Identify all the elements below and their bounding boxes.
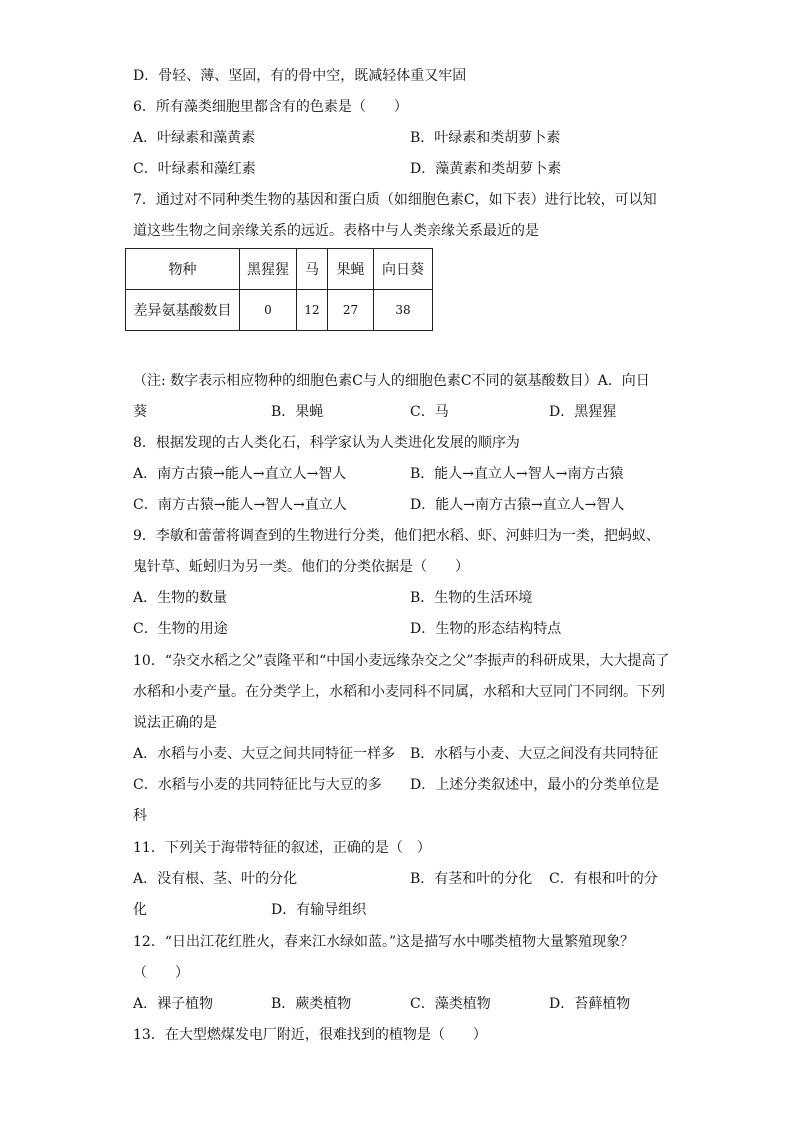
q11-option-b: B．有茎和叶的分化 — [410, 871, 533, 887]
q11-option-c: C．有根和叶的分 — [549, 871, 658, 887]
q8-option-c: C．南方古猿→能人→智人→直立人 — [133, 497, 347, 513]
q10-option-a: A．水稻与小麦、大豆之间共同特征一样多 — [133, 746, 396, 762]
table-header-species: 物种 — [126, 249, 240, 290]
q8-option-a: A．南方古猿→能人→直立人→智人 — [133, 466, 347, 482]
q12-option-b: B．蕨类植物 — [271, 996, 352, 1012]
table-cell-fruitfly: 27 — [328, 290, 374, 331]
q6-option-d: D．藻黄素和类胡萝卜素 — [410, 161, 562, 177]
question-9-stem-line1: 9．李敏和蕾蕾将调查到的生物进行分类，他们把水稻、虾、河蚌归为一类，把蚂蚁、 — [133, 528, 660, 544]
line-q5-d: D．骨轻、薄、坚固，有的骨中空，既减轻体重又牢固 — [133, 68, 467, 84]
question-10-stem-line3: 说法正确的是 — [133, 715, 217, 731]
q6-option-b: B．叶绿素和类胡萝卜素 — [410, 130, 561, 146]
question-11-stem: 11．下列关于海带特征的叙述，正确的是（ ） — [133, 840, 431, 856]
table-header-row — [126, 249, 433, 290]
question-6-stem: 6．所有藻类细胞里都含有的色素是（ ） — [133, 99, 408, 115]
q11-option-a: A．没有根、茎、叶的分化 — [133, 871, 298, 887]
question-9-stem-line2: 鬼针草、蚯蚓归为另一类。他们的分类依据是（ ） — [133, 559, 469, 575]
q7-option-c: C．马 — [410, 404, 449, 420]
question-7-stem-line1: 7．通过对不同种类生物的基因和蛋白质（如细胞色素C，如下表）进行比较，可以知 — [133, 192, 657, 208]
q12-option-a: A．裸子植物 — [133, 996, 214, 1012]
q9-option-a: A．生物的数量 — [133, 590, 228, 606]
question-10-stem-line1: 10．“杂交水稻之父”袁隆平和“中国小麦远缘杂交之父”李振声的科研成果，大大提高了 — [133, 653, 670, 669]
question-7-stem-line2: 道这些生物之间亲缘关系的远近。表格中与人类亲缘关系最近的是 — [133, 223, 539, 239]
q10-option-d-cont: 科 — [133, 808, 147, 824]
table-data-row — [126, 290, 433, 331]
table-row-label: 差异氨基酸数目 — [126, 290, 240, 331]
q9-option-b: B．生物的生活环境 — [410, 590, 533, 606]
table-header-chimpanzee: 黑猩猩 — [240, 249, 297, 290]
q6-option-a: A．叶绿素和藻黄素 — [133, 130, 256, 146]
q7-note: （注: 数字表示相应物种的细胞色素C与人的细胞色素C不同的氨基酸数目）A．向日 — [133, 373, 650, 389]
species-table — [125, 248, 433, 331]
q11-option-d: D．有输导组织 — [271, 902, 367, 918]
table-header-fruitfly: 果蝇 — [328, 249, 374, 290]
q11-option-c-cont: 化 — [133, 902, 147, 918]
question-8-stem: 8．根据发现的古人类化石，科学家认为人类进化发展的顺序为 — [133, 435, 520, 451]
q10-option-c: C．水稻与小麦的共同特征比与大豆的多 — [133, 777, 382, 793]
question-13-stem: 13．在大型燃煤发电厂附近，很难找到的植物是（ ） — [133, 1027, 487, 1043]
q6-option-c: C．叶绿素和藻红素 — [133, 161, 256, 177]
q10-option-b: B．水稻与小麦、大豆之间没有共同特征 — [410, 746, 659, 762]
table-cell-horse: 12 — [297, 290, 328, 331]
q12-option-d: D．苔藓植物 — [549, 996, 631, 1012]
q12-option-c: C．藻类植物 — [410, 996, 491, 1012]
question-12-stem-line1: 12．“日出江花红胜火，春来江水绿如蓝。”这是描写水中哪类植物大量繁殖现象？ — [133, 934, 635, 950]
q10-option-d: D．上述分类叙述中，最小的分类单位是 — [410, 777, 660, 793]
table-header-horse: 马 — [297, 249, 328, 290]
table-header-sunflower: 向日葵 — [374, 249, 433, 290]
q9-option-c: C．生物的用途 — [133, 621, 228, 637]
table-cell-chimpanzee: 0 — [240, 290, 297, 331]
q7-option-d: D．黑猩猩 — [549, 404, 617, 420]
q8-option-b: B．能人→直立人→智人→南方古猿 — [410, 466, 624, 482]
q7-option-a-cont: 葵 — [133, 404, 147, 420]
question-10-stem-line2: 水稻和小麦产量。在分类学上，水稻和小麦同科不同属，水稻和大豆同门不同纲。下列 — [133, 684, 665, 700]
question-12-stem-line2: （ ） — [133, 965, 189, 981]
q9-option-d: D．生物的形态结构特点 — [410, 621, 562, 637]
q8-option-d: D．能人→南方古猿→直立人→智人 — [410, 497, 625, 513]
table-cell-sunflower: 38 — [374, 290, 433, 331]
q7-option-b: B．果蝇 — [271, 404, 324, 420]
